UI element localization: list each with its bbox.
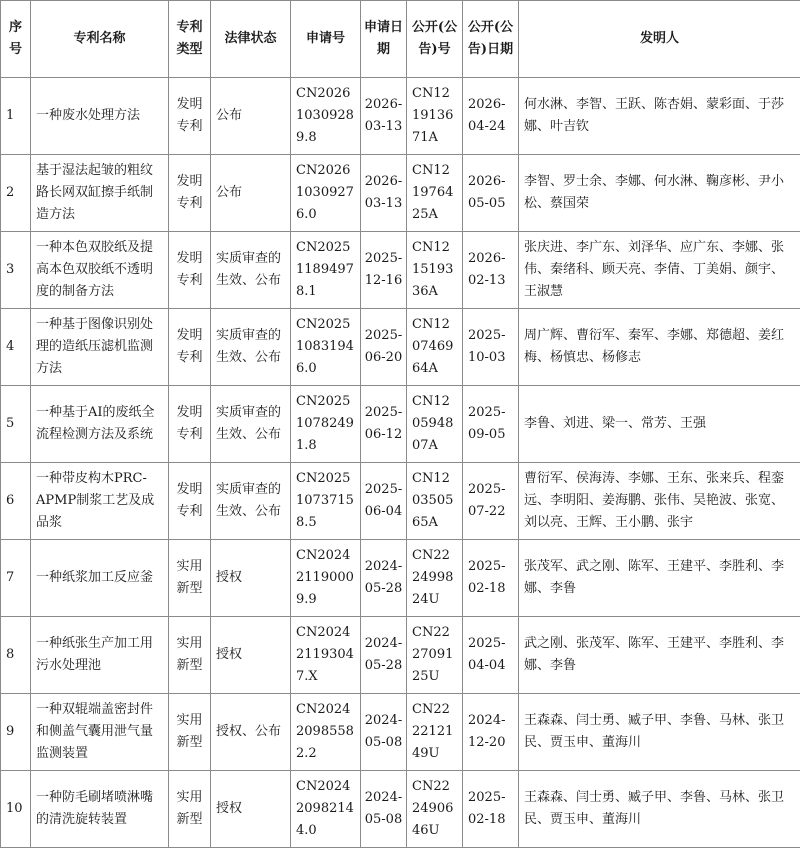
cell-pub-date: 2025-07-22 — [463, 463, 519, 540]
header-pub-date: 公开(公告)日期 — [463, 1, 519, 78]
cell-name: 一种废水处理方法 — [31, 78, 169, 155]
cell-app-date: 2024-05-28 — [361, 617, 407, 694]
cell-name: 一种基于图像识别处理的造纸压滤机监测方法 — [31, 309, 169, 386]
table-row — [1, 232, 800, 309]
cell-pub-date: 2025-02-18 — [463, 540, 519, 617]
header-app-no: 申请号 — [291, 1, 361, 78]
cell-index: 2 — [1, 155, 31, 232]
cell-inventors: 张茂军、武之刚、陈军、王建平、李胜利、李娜、李鲁 — [519, 540, 800, 617]
cell-status: 实质审查的生效、公布 — [211, 232, 291, 309]
cell-index: 3 — [1, 232, 31, 309]
cell-pub-no: CN120350565A — [407, 463, 463, 540]
header-row — [1, 1, 800, 78]
cell-pub-date: 2025-02-18 — [463, 771, 519, 848]
cell-status: 实质审查的生效、公布 — [211, 386, 291, 463]
cell-pub-date: 2025-09-05 — [463, 386, 519, 463]
header-pub-no: 公开(公告)号 — [407, 1, 463, 78]
cell-app-date: 2024-05-08 — [361, 694, 407, 771]
cell-name: 一种纸浆加工反应釜 — [31, 540, 169, 617]
table-row — [1, 78, 800, 155]
cell-app-no: CN202420985582.2 — [291, 694, 361, 771]
cell-app-no: CN202510831946.0 — [291, 309, 361, 386]
cell-status: 实质审查的生效、公布 — [211, 463, 291, 540]
cell-name: 基于湿法起皱的粗纹路长网双缸擦手纸制造方法 — [31, 155, 169, 232]
cell-status: 公布 — [211, 78, 291, 155]
cell-name: 一种防毛刷堵喷淋嘴的清洗旋转装置 — [31, 771, 169, 848]
cell-app-no: CN202610309276.0 — [291, 155, 361, 232]
cell-name: 一种纸张生产加工用污水处理池 — [31, 617, 169, 694]
cell-app-date: 2025-12-16 — [361, 232, 407, 309]
cell-index: 10 — [1, 771, 31, 848]
cell-pub-no: CN222490646U — [407, 771, 463, 848]
cell-status: 公布 — [211, 155, 291, 232]
cell-app-date: 2024-05-28 — [361, 540, 407, 617]
cell-pub-date: 2025-04-04 — [463, 617, 519, 694]
cell-type: 发明专利 — [169, 463, 211, 540]
header-app-date: 申请日期 — [361, 1, 407, 78]
cell-pub-no: CN222499824U — [407, 540, 463, 617]
cell-inventors: 武之刚、张茂军、陈军、王建平、李胜利、李娜、李鲁 — [519, 617, 800, 694]
cell-inventors: 王森森、闫士勇、臧子甲、李鲁、马林、张卫民、贾玉申、董海川 — [519, 694, 800, 771]
cell-inventors: 李智、罗士余、李娜、何水淋、鞠彦彬、尹小松、蔡国荣 — [519, 155, 800, 232]
cell-pub-no: CN121976425A — [407, 155, 463, 232]
cell-index: 8 — [1, 617, 31, 694]
cell-app-no: CN202610309289.8 — [291, 78, 361, 155]
cell-name: 一种带皮构木PRC-APMP制浆工艺及成品浆 — [31, 463, 169, 540]
cell-status: 授权 — [211, 617, 291, 694]
cell-inventors: 周广辉、曹衍军、秦军、李娜、郑德超、姜红梅、杨慎忠、杨修志 — [519, 309, 800, 386]
cell-name: 一种基于AI的废纸全流程检测方法及系统 — [31, 386, 169, 463]
cell-pub-date: 2026-05-05 — [463, 155, 519, 232]
cell-pub-date: 2024-12-20 — [463, 694, 519, 771]
cell-app-date: 2025-06-12 — [361, 386, 407, 463]
table-row — [1, 694, 800, 771]
cell-pub-date: 2025-10-03 — [463, 309, 519, 386]
table-row — [1, 540, 800, 617]
table-row — [1, 771, 800, 848]
cell-name: 一种本色双胶纸及提高本色双胶纸不透明度的制备方法 — [31, 232, 169, 309]
cell-app-no: CN202511894978.1 — [291, 232, 361, 309]
cell-app-date: 2025-06-20 — [361, 309, 407, 386]
cell-status: 授权 — [211, 771, 291, 848]
cell-pub-no: CN222212149U — [407, 694, 463, 771]
cell-app-date: 2026-03-13 — [361, 155, 407, 232]
header-status: 法律状态 — [211, 1, 291, 78]
cell-pub-no: CN121913671A — [407, 78, 463, 155]
cell-type: 实用新型 — [169, 694, 211, 771]
cell-pub-date: 2026-02-13 — [463, 232, 519, 309]
cell-name: 一种双辊端盖密封件和侧盖气囊用泄气量监测装置 — [31, 694, 169, 771]
header-name: 专利名称 — [31, 1, 169, 78]
cell-index: 4 — [1, 309, 31, 386]
cell-pub-no: CN120746964A — [407, 309, 463, 386]
cell-app-date: 2025-06-04 — [361, 463, 407, 540]
cell-type: 发明专利 — [169, 309, 211, 386]
cell-app-no: CN202510782491.8 — [291, 386, 361, 463]
cell-type: 实用新型 — [169, 617, 211, 694]
cell-type: 发明专利 — [169, 232, 211, 309]
cell-inventors: 曹衍军、侯海涛、李娜、王东、张来兵、程銮远、李明阳、姜海鹏、张伟、吴艳波、张宽、刘以亮、王辉、王小鹏、张宇 — [519, 463, 800, 540]
cell-inventors: 何水淋、李智、王跃、陈杏娟、蒙彩面、于莎娜、叶吉钦 — [519, 78, 800, 155]
cell-pub-no: CN120594807A — [407, 386, 463, 463]
cell-type: 实用新型 — [169, 771, 211, 848]
table-row — [1, 155, 800, 232]
cell-inventors: 张庆进、李广东、刘泽华、应广东、李娜、张伟、秦绪科、顾天亮、李倩、丁美娟、颜宇、王淑慧 — [519, 232, 800, 309]
cell-pub-date: 2026-04-24 — [463, 78, 519, 155]
header-index: 序号 — [1, 1, 31, 78]
cell-index: 9 — [1, 694, 31, 771]
cell-inventors: 王森森、闫士勇、臧子甲、李鲁、马林、张卫民、贾玉申、董海川 — [519, 771, 800, 848]
cell-status: 授权 — [211, 540, 291, 617]
cell-index: 1 — [1, 78, 31, 155]
cell-app-date: 2024-05-08 — [361, 771, 407, 848]
cell-status: 实质审查的生效、公布 — [211, 309, 291, 386]
cell-app-no: CN202421190009.9 — [291, 540, 361, 617]
cell-index: 6 — [1, 463, 31, 540]
cell-pub-no: CN222709125U — [407, 617, 463, 694]
cell-app-date: 2026-03-13 — [361, 78, 407, 155]
header-type: 专利类型 — [169, 1, 211, 78]
table-row — [1, 386, 800, 463]
cell-status: 授权、公布 — [211, 694, 291, 771]
cell-pub-no: CN121519336A — [407, 232, 463, 309]
table-row — [1, 463, 800, 540]
cell-inventors: 李鲁、刘进、梁一、常芳、王强 — [519, 386, 800, 463]
cell-app-no: CN202420982144.0 — [291, 771, 361, 848]
table-row — [1, 617, 800, 694]
cell-type: 发明专利 — [169, 78, 211, 155]
cell-app-no: CN202510737158.5 — [291, 463, 361, 540]
cell-index: 7 — [1, 540, 31, 617]
cell-type: 发明专利 — [169, 386, 211, 463]
table-row — [1, 309, 800, 386]
cell-app-no: CN202421193047.X — [291, 617, 361, 694]
cell-index: 5 — [1, 386, 31, 463]
cell-type: 实用新型 — [169, 540, 211, 617]
header-inventors: 发明人 — [519, 1, 800, 78]
cell-type: 发明专利 — [169, 155, 211, 232]
